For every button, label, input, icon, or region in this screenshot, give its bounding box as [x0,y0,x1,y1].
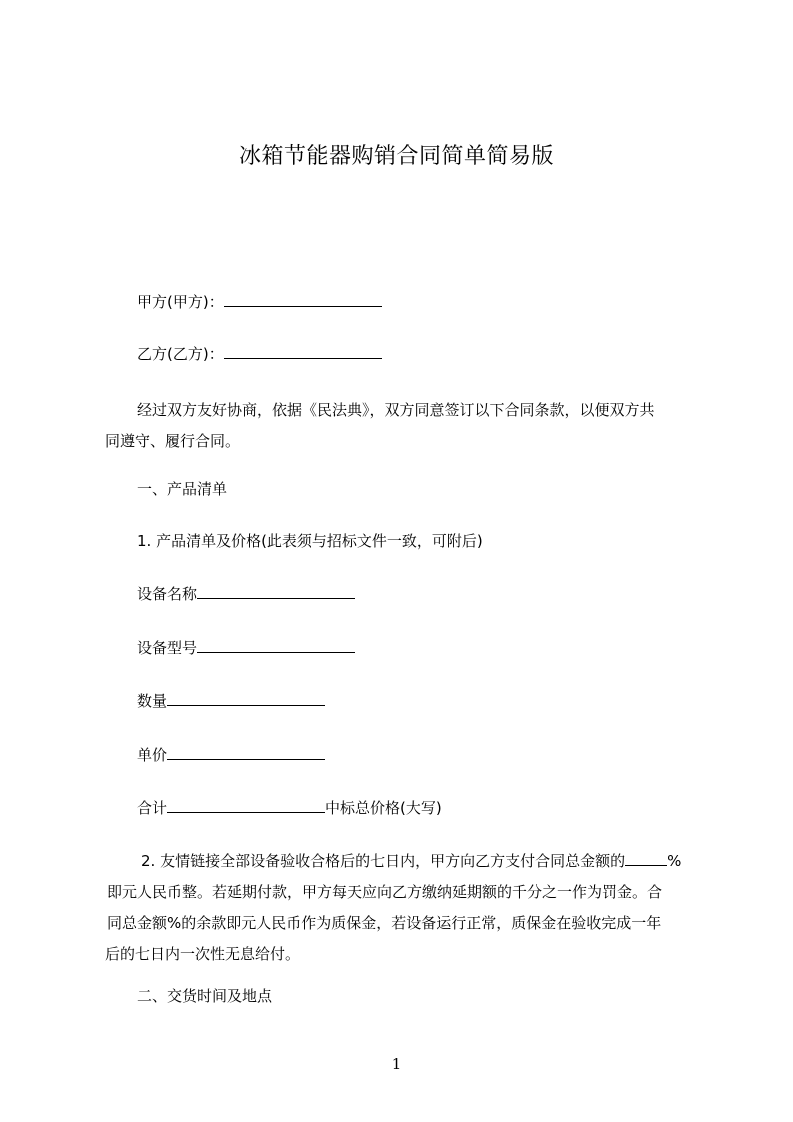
item-1-text: 1. 产品清单及价格(此表须与招标文件一致，可附后) [137,532,483,550]
quantity-label: 数量 [137,692,168,710]
device-name-line [137,583,355,604]
party-a-label: 甲方(甲方)： [137,293,224,311]
item-2-line-3: 同总金额%的余款即元人民币作为质保金，若设备运行正常，质保金在验收完成一年 [107,914,662,932]
total-suffix: 中标总价格(大写) [325,799,442,817]
quantity-blank[interactable] [167,690,325,706]
total-blank[interactable] [167,797,325,813]
device-model-blank[interactable] [197,637,355,653]
device-model-label: 设备型号 [137,639,198,657]
document-title: 冰箱节能器购销合同简单简易版 [238,144,554,169]
item-2-line-4: 后的七日内一次性无息给付。 [105,945,301,963]
section-2-heading: 二、交货时间及地点 [137,987,273,1005]
unit-price-blank[interactable] [167,744,325,760]
party-a-blank[interactable] [224,291,382,307]
intro-line-2: 同遵守、履行合同。 [105,432,241,450]
party-b-blank[interactable] [224,343,382,359]
party-b-line [137,343,382,364]
item-2-paragraph [105,846,701,970]
item-2-line-1-suffix: % [667,852,682,870]
quantity-line [137,690,325,711]
page-number: 1 [391,1055,402,1073]
payment-percent-blank[interactable] [625,850,667,866]
section-1-heading: 一、产品清单 [137,480,228,498]
item-2-line-1 [105,846,701,877]
unit-price-line [137,744,325,765]
unit-price-label: 单价 [137,746,168,764]
total-label: 合计 [137,799,168,817]
device-model-line [137,637,355,658]
item-2-line-1-prefix: 2. 友情链接全部设备验收合格后的七日内，甲方向乙方支付合同总金额的 [141,852,626,870]
party-a-line [137,291,382,312]
item-2-line-2: 即元人民币整。若延期付款，甲方每天应向乙方缴纳延期额的千分之一作为罚金。合 [107,883,663,901]
intro-line-1: 经过双方友好协商，依据《民法典》，双方同意签订以下合同条款，以便双方共 [137,401,655,419]
party-b-label: 乙方(乙方)： [137,345,224,363]
device-name-label: 设备名称 [137,585,198,603]
total-line [137,797,442,818]
device-name-blank[interactable] [197,583,355,599]
intro-paragraph [105,395,701,457]
